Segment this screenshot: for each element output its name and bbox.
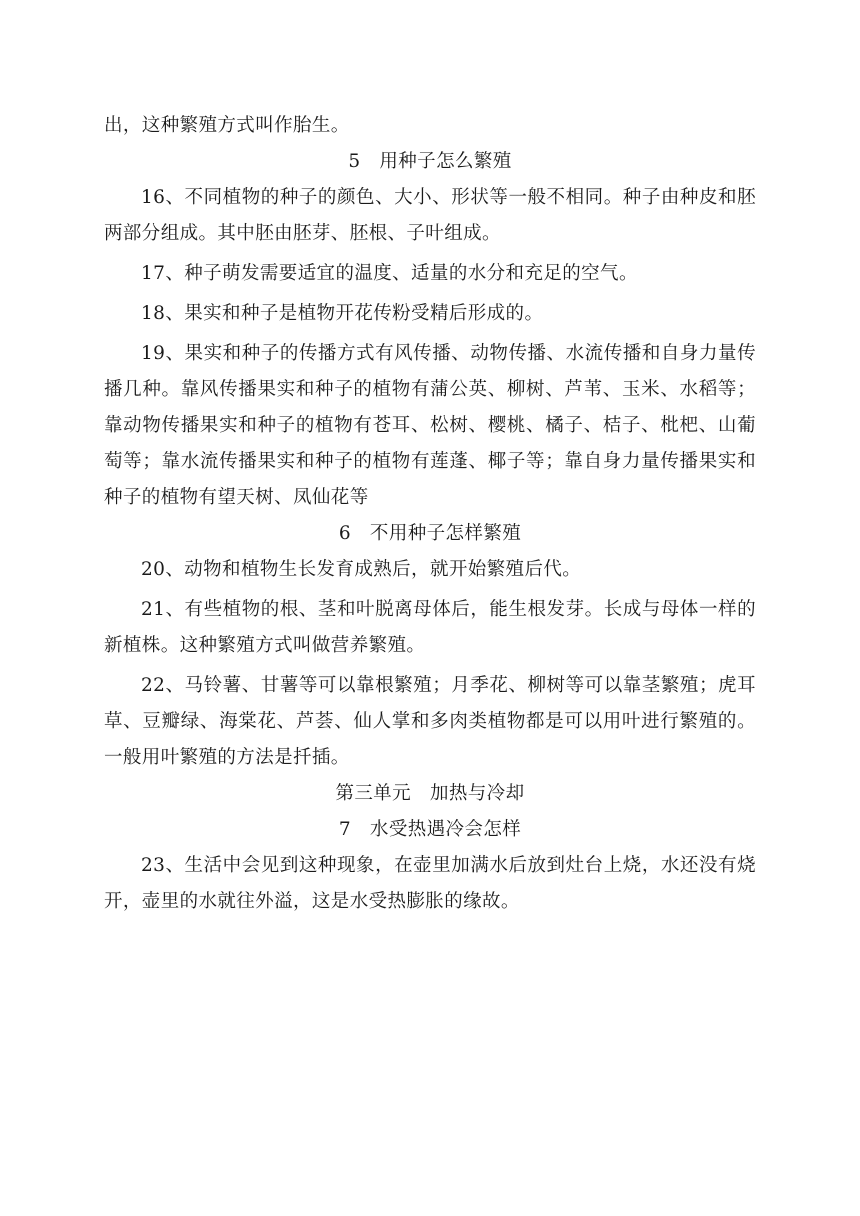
paragraph-22: 22、马铃薯、甘薯等可以靠根繁殖；月季花、柳树等可以靠茎繁殖；虎耳草、豆瓣绿、海棠花、芦荟、仙人掌和多肉类植物都是可以用叶进行繁殖的。一般用叶繁殖的方法是扦插。 bbox=[104, 675, 756, 768]
section-heading-7: 7 水受热遇冷会怎样 bbox=[338, 819, 522, 840]
paragraph-19: 19、果实和种子的传播方式有风传播、动物传播、水流传播和自身力量传播几种。靠风传播果实和种子的植物有蒲公英、柳树、芦苇、玉米、水稻等；靠动物传播果实和种子的植物有苍耳、松树、樱桃、橘子、桔子、枇杷、山葡萄等；靠水流传播果实和种子的植物有莲蓬、椰子等；靠自身力量传播果实和种子的植物有望天树、凤仙花等 bbox=[104, 343, 756, 508]
paragraph-continuation: 出，这种繁殖方式叫作胎生。 bbox=[104, 115, 350, 136]
paragraph-23: 23、生活中会见到这种现象，在壶里加满水后放到灶台上烧，水还没有烧开，壶里的水就往外溢，这是水受热膨胀的缘故。 bbox=[104, 855, 756, 912]
document-page bbox=[104, 108, 756, 920]
unit-heading-3: 第三单元 加热与冷却 bbox=[335, 783, 525, 804]
paragraph-21: 21、有些植物的根、茎和叶脱离母体后，能生根发芽。长成与母体一样的新植株。这种繁殖方式叫做营养繁殖。 bbox=[104, 599, 756, 656]
paragraph-20: 20、动物和植物生长发育成熟后，就开始繁殖后代。 bbox=[141, 559, 582, 580]
section-heading-6: 6 不用种子怎样繁殖 bbox=[338, 523, 522, 544]
paragraph-16: 16、不同植物的种子的颜色、大小、形状等一般不相同。种子由种皮和胚两部分组成。其中胚由胚芽、胚根、子叶组成。 bbox=[104, 187, 756, 244]
section-heading-5: 5 用种子怎么繁殖 bbox=[348, 151, 512, 172]
paragraph-18: 18、果实和种子是植物开花传粉受精后形成的。 bbox=[141, 303, 544, 324]
paragraph-17: 17、种子萌发需要适宜的温度、适量的水分和充足的空气。 bbox=[141, 263, 638, 284]
